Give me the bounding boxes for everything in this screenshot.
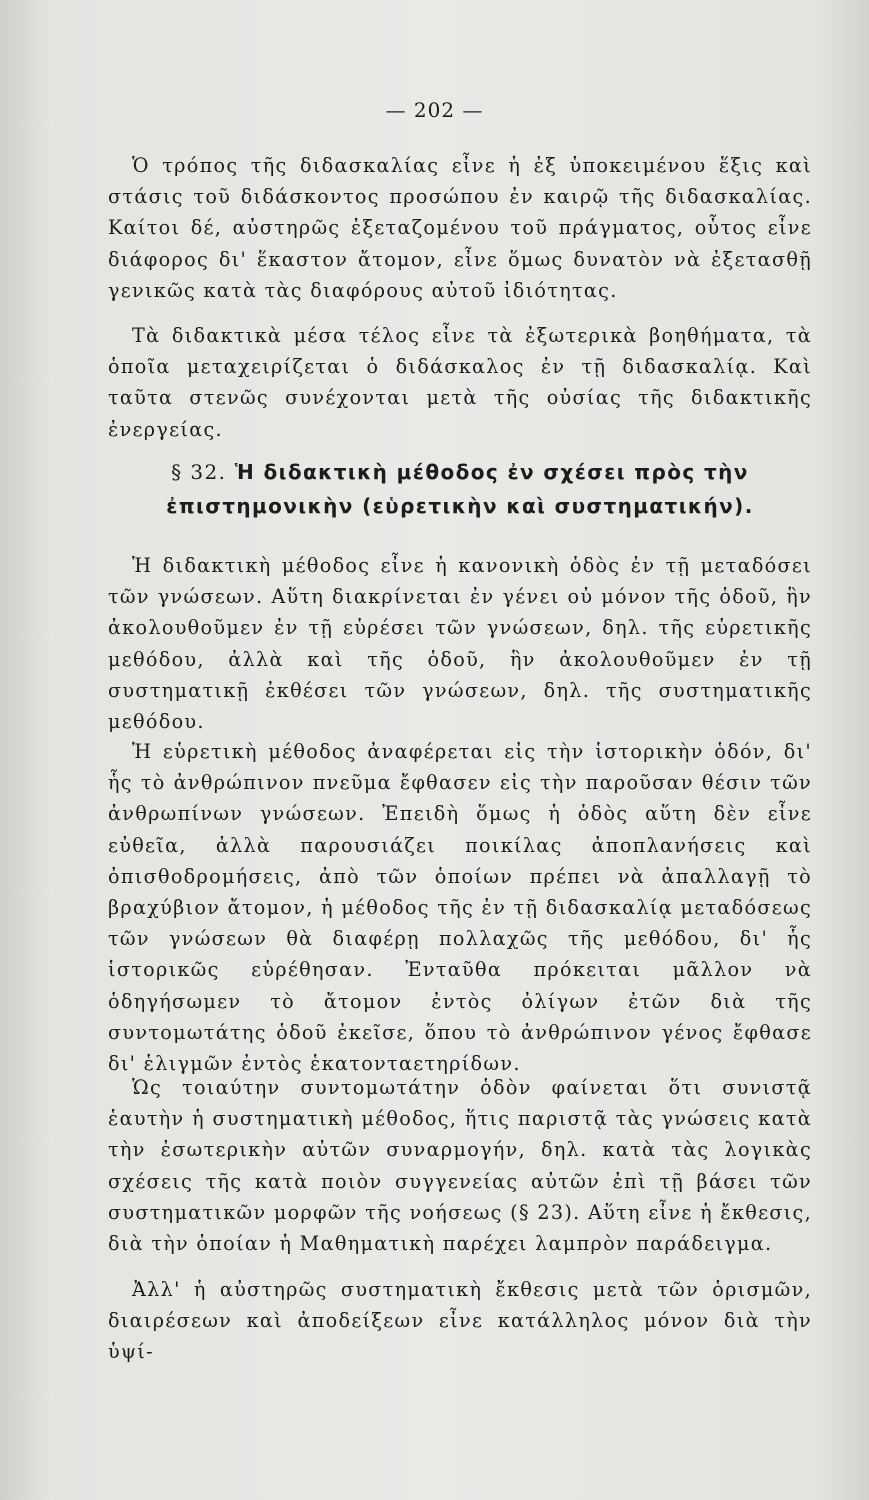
paragraph-text: Ἀλλ' ἡ αὐστηρῶς συστηματικὴ ἔκθεσις μετὰ τῶν ὁρισμῶν, διαιρέσεων καὶ ἀποδείξεων εἶνε κατάλληλος μόνον διὰ τὴν ὑψί-: [108, 1278, 812, 1364]
page-number: — 202 —: [385, 98, 484, 122]
paragraph: [108, 1072, 812, 1259]
paragraph: [108, 1274, 812, 1368]
paragraph: [108, 320, 812, 445]
paragraph-text: Ἡ εὑρετικὴ μέθοδος ἀναφέρεται εἰς τὴν ἱστορικὴν ὁδόν, δι' ἧς τὸ ἀνθρώπινον πνεῦμα ἔφθασεν εἰς τὴν παροῦσαν θέσιν τῶν ἀνθρωπίνων γνώσεων. Ἐπειδὴ ὅμως ἡ ὁδὸς αὕτη δὲν εἶνε εὐθεῖα, ἀλλὰ παρουσιάζει ποικίλας ἀποπλανήσεις καὶ ὀπισθοδρομήσεις, ἀπὸ τῶν ὁποίων πρέπει νὰ ἀπαλλαγῇ τὸ βραχύβιον ἄτομον, ἡ μέθοδος τῆς ἐν τῇ διδασκαλίᾳ μεταδόσεως τῶν γνώσεων θὰ διαφέρῃ πολλαχῶς τῆς μεθόδου, δι' ἧς ἱστορικῶς εὑρέθησαν. Ἐνταῦθα πρόκειται μᾶλλον νὰ ὁδηγήσωμεν τὸ ἄτομον ἐντὸς ὀλίγων ἐτῶν διὰ τῆς συντομωτάτης ὁδοῦ ἐκεῖσε, ὅπου τὸ ἀνθρώπινον γένος ἔφθασε δι' ἑλιγμῶν ἐντὸς ἑκατονταετηρίδων.: [108, 740, 812, 1076]
paragraph: [108, 150, 812, 306]
paragraph-text: Ὁ τρόπος τῆς διδασκαλίας εἶνε ἡ ἐξ ὑποκειμένου ἕξις καὶ στάσις τοῦ διδάσκοντος προσώπου ἐν καιρῷ τῆς διδασκαλίας. Καίτοι δέ, αὐστηρῶς ἐξεταζομένου τοῦ πράγματος, οὗτος εἶνε διάφορος δι' ἕκαστον ἄτομον, εἶνε ὅμως δυνατὸν νὰ ἐξετασθῇ γενικῶς κατὰ τὰς διαφόρους αὐτοῦ ἰδιότητας.: [108, 154, 812, 302]
paragraph-text: Ὡς τοιαύτην συντομωτάτην ὁδὸν φαίνεται ὅτι συνιστᾷ ἑαυτὴν ἡ συστηματικὴ μέθοδος, ἥτις παριστᾷ τὰς γνώσεις κατὰ τὴν ἐσωτερικὴν αὐτῶν συναρμογήν, δηλ. κατὰ τὰς λογικὰς σχέσεις τῆς κατὰ ποιὸν συγγενείας αὐτῶν ἐπὶ τῇ βάσει τῶν συστηματικῶν μορφῶν τῆς νοήσεως (§ 23). Αὕτη εἶνε ἡ ἔκθεσις, διὰ τὴν ὁποίαν ἡ Μαθηματικὴ παρέχει λαμπρὸν παράδειγμα.: [108, 1076, 812, 1256]
paragraph-text: Τὰ διδακτικὰ μέσα τέλος εἶνε τὰ ἐξωτερικὰ βοηθήματα, τὰ ὁποῖα μεταχειρίζεται ὁ διδάσκαλος ἐν τῇ διδασκαλίᾳ. Καὶ ταῦτα στενῶς συνέχονται μετὰ τῆς οὐσίας τῆς διδακτικῆς ἐνεργείας.: [108, 324, 812, 441]
section-title: Ἡ διδακτικὴ μέθοδος ἐν σχέσει πρὸς τὴν ἐπιστημονικὴν (εὑρετικὴν καὶ συστηματικήν).: [166, 460, 754, 518]
paragraph-text: Ἡ διδακτικὴ μέθοδος εἶνε ἡ κανονικὴ ὁδὸς ἐν τῇ μεταδόσει τῶν γνώσεων. Αὕτη διακρίνεται ἐν γένει οὐ μόνον τῆς ὁδοῦ, ἣν ἀκολουθοῦμεν ἐν τῇ εὑρέσει τῶν γνώσεων, δηλ. τῆς εὑρετικῆς μεθόδου, ἀλλὰ καὶ τῆς ὁδοῦ, ἣν ἀκολουθοῦμεν ἐν τῇ συστηματικῇ ἐκθέσει τῶν γνώσεων, δηλ. τῆς συστηματικῆς μεθόδου.: [108, 554, 812, 734]
section-number: § 32.: [171, 460, 227, 484]
paragraph: [108, 736, 812, 1079]
section-heading: [108, 455, 812, 523]
paragraph: [108, 550, 812, 737]
